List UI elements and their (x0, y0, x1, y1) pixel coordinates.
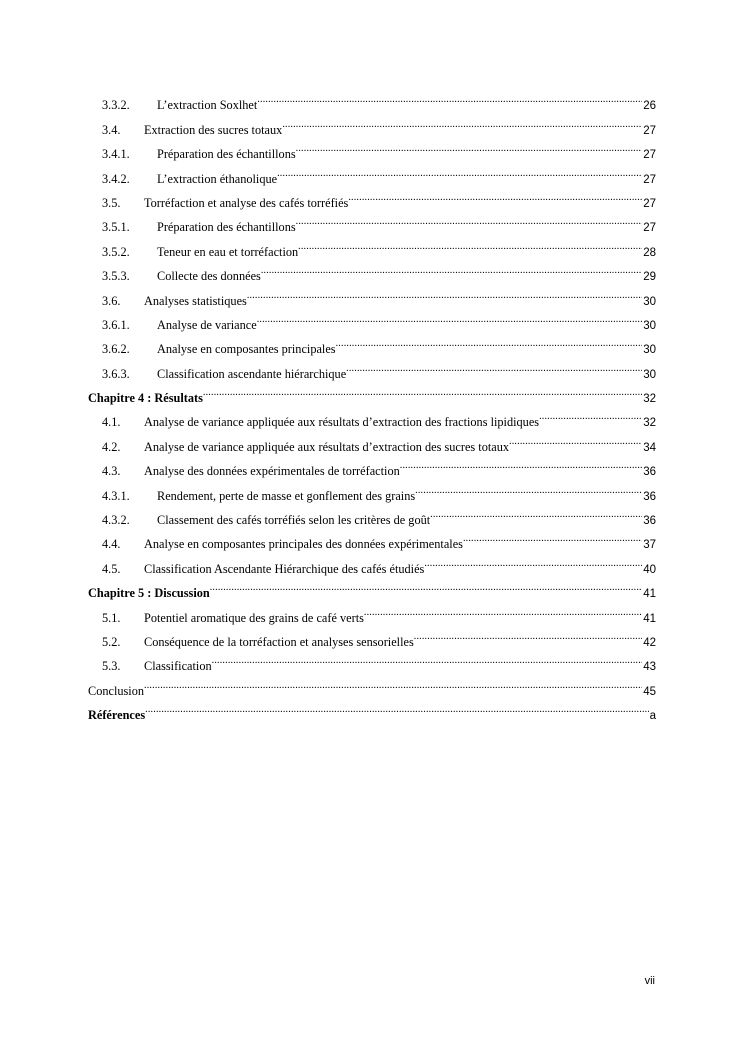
toc-dot-leader (257, 305, 643, 329)
toc-entry-page: 43 (643, 661, 656, 674)
toc-dot-leader (298, 231, 642, 255)
toc-entry-number: 4.1. (102, 415, 121, 430)
toc-entry-title: Conclusion (88, 683, 145, 698)
toc-entry-page: 37 (643, 539, 656, 552)
toc-entry-number: 5.2. (102, 634, 121, 649)
toc-entry-number: 4.3.1. (102, 488, 130, 503)
toc-entry-number: 3.6.1. (102, 317, 130, 332)
toc-entry-page: 32 (643, 393, 656, 406)
toc-entry-title: Teneur en eau et torréfaction (157, 244, 299, 259)
toc-entry-title: L’extraction éthanolique (157, 171, 278, 186)
toc-entry-page: 34 (643, 441, 656, 454)
toc-dot-leader (203, 378, 642, 402)
toc-dot-leader (348, 183, 642, 207)
toc-dot-leader (346, 353, 642, 377)
toc-entry-title: Analyse en composantes principales des données expérimentales (144, 537, 463, 552)
toc-entry-number: 4.4. (102, 537, 121, 552)
toc-entry[interactable] (88, 85, 656, 113)
toc-entry-page: 36 (643, 515, 656, 528)
toc-entry-title: Analyse de variance appliquée aux résultats d’extraction des fractions lipidiques (144, 415, 540, 430)
toc-entry-page: 45 (643, 685, 656, 698)
toc-entry-page: 27 (643, 173, 656, 186)
toc-entry-page: 41 (643, 612, 656, 625)
toc-entry-title: Conséquence de la torréfaction et analyses sensorielles (144, 634, 414, 649)
toc-entry-number: 3.6. (102, 293, 121, 308)
toc-entry-title: Préparation des échantillons (157, 147, 296, 162)
toc-entry-page: 29 (643, 271, 656, 284)
toc-entry-number: 3.5. (102, 195, 121, 210)
toc-dot-leader (424, 548, 642, 572)
toc-entry-number: 3.4.1. (102, 147, 130, 162)
toc-entry-title: Chapitre 5 : Discussion (88, 586, 210, 601)
toc-entry-title: Analyse de variance appliquée aux résultats d’extraction des sucres totaux (144, 439, 510, 454)
toc-dot-leader (247, 280, 642, 304)
toc-dot-leader (145, 695, 648, 719)
toc-entry-number: 4.2. (102, 439, 121, 454)
toc-dot-leader (414, 622, 642, 646)
toc-entry-title: Collecte des données (157, 269, 261, 284)
toc-entry-page: 32 (643, 417, 656, 430)
toc-entry-page: 30 (643, 368, 656, 381)
toc-dot-leader (336, 329, 643, 353)
toc-entry-title: Analyse de variance (157, 317, 257, 332)
toc-entry-page: 28 (643, 246, 656, 259)
toc-entry-page: 27 (643, 222, 656, 235)
toc-dot-leader (430, 500, 642, 524)
toc-entry-page: 41 (643, 588, 656, 601)
toc-dot-leader (210, 573, 642, 597)
toc-entry-page: 26 (643, 100, 656, 113)
table-of-contents (88, 85, 656, 723)
toc-entry-number: 4.3. (102, 464, 121, 479)
toc-entry-number: 5.3. (102, 659, 121, 674)
toc-entry-title: Chapitre 4 : Résultats (88, 391, 203, 406)
toc-entry-title: Préparation des échantillons (157, 220, 296, 235)
toc-entry-page: 36 (643, 490, 656, 503)
page-number: vii (644, 975, 655, 987)
toc-entry-number: 3.6.3. (102, 366, 130, 381)
toc-dot-leader (277, 158, 642, 182)
toc-entry-page: 27 (643, 197, 656, 210)
toc-entry-number: 3.6.2. (102, 342, 130, 357)
toc-dot-leader (212, 646, 643, 670)
toc-entry-title: Classification (144, 659, 212, 674)
toc-dot-leader (144, 670, 642, 694)
toc-entry-number: 3.5.3. (102, 269, 130, 284)
toc-dot-leader (415, 475, 642, 499)
toc-entry-title: Analyse des données expérimentales de torréfaction (144, 464, 400, 479)
toc-dot-leader (257, 85, 642, 109)
toc-dot-leader (296, 207, 643, 231)
toc-entry-page: 30 (643, 319, 656, 332)
toc-entry-number: 5.1. (102, 610, 121, 625)
toc-entry-title: Classification ascendante hiérarchique (157, 366, 347, 381)
toc-entry-title: Extraction des sucres totaux (144, 122, 283, 137)
toc-entry-page: 30 (643, 344, 656, 357)
toc-dot-leader (539, 402, 642, 426)
toc-entry-title: Analyses statistiques (144, 293, 247, 308)
toc-dot-leader (400, 451, 642, 475)
toc-entry-number: 3.5.1. (102, 220, 130, 235)
toc-entry-page: 36 (643, 466, 656, 479)
toc-entry-number: 3.5.2. (102, 244, 130, 259)
toc-entry-page: 42 (643, 636, 656, 649)
toc-dot-leader (282, 109, 642, 133)
toc-dot-leader (364, 597, 642, 621)
toc-entry-number: 4.3.2. (102, 513, 130, 528)
toc-entry-number: 3.3.2. (102, 98, 130, 113)
toc-entry[interactable] (88, 670, 656, 698)
toc-entry[interactable] (88, 695, 656, 723)
toc-entry-number: 3.4.2. (102, 171, 130, 186)
toc-entry-page: 40 (643, 563, 656, 576)
toc-entry-page: 27 (643, 149, 656, 162)
toc-dot-leader (296, 134, 643, 158)
toc-entry-page: 30 (643, 295, 656, 308)
toc-entry-title: L’extraction Soxlhet (157, 98, 258, 113)
toc-dot-leader (463, 524, 642, 548)
toc-entry-title: Classification Ascendante Hiérarchique des cafés étudiés (144, 561, 425, 576)
toc-dot-leader (509, 426, 642, 450)
toc-dot-leader (261, 256, 642, 280)
toc-entry-title: Potentiel aromatique des grains de café verts (144, 610, 364, 625)
toc-entry-title: Torréfaction et analyse des cafés torréfiés (144, 195, 349, 210)
toc-entry-title: Rendement, perte de masse et gonflement des grains (157, 488, 416, 503)
toc-entry-number: 3.4. (102, 122, 121, 137)
toc-entry-title: Analyse en composantes principales (157, 342, 336, 357)
toc-entry-title: Classement des cafés torréfiés selon les critères de goût (157, 513, 431, 528)
toc-entry-title: Références (88, 708, 146, 723)
toc-entry-number: 4.5. (102, 561, 121, 576)
toc-entry-page: 27 (643, 124, 656, 137)
toc-entry-page: a (649, 710, 656, 723)
